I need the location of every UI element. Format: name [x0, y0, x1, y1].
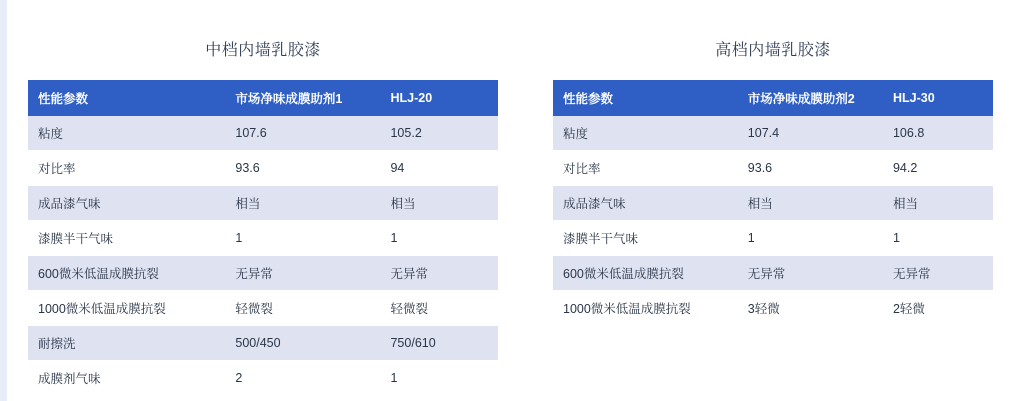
column-header-product: HLJ-20 [380, 80, 498, 116]
column-header-product: HLJ-30 [883, 80, 993, 116]
cell-product: 1 [380, 361, 498, 396]
cell-parameter: 成品漆气味 [28, 186, 225, 221]
cell-market-agent: 相当 [225, 186, 380, 221]
cell-parameter: 600微米低温成膜抗裂 [553, 256, 738, 291]
table-header-row [28, 80, 498, 116]
cell-parameter: 600微米低温成膜抗裂 [28, 256, 225, 291]
cell-product: 无异常 [883, 256, 993, 291]
table-body [553, 116, 993, 325]
cell-product: 相当 [883, 186, 993, 221]
cell-parameter: 1000微米低温成膜抗裂 [28, 291, 225, 326]
table-row [28, 361, 498, 396]
cell-parameter: 粘度 [553, 116, 738, 151]
cell-market-agent: 2 [225, 361, 380, 396]
left-accent-bar [0, 0, 7, 401]
cell-product: 105.2 [380, 116, 498, 151]
table-body [28, 116, 498, 395]
cell-market-agent: 93.6 [225, 151, 380, 186]
column-header-parameter: 性能参数 [553, 80, 738, 116]
cell-market-agent: 相当 [738, 186, 883, 221]
cell-market-agent: 1 [225, 221, 380, 256]
cell-market-agent: 500/450 [225, 326, 380, 361]
cell-product: 94.2 [883, 151, 993, 186]
performance-table-mid-grade [28, 80, 498, 395]
cell-product: 相当 [380, 186, 498, 221]
table-row [553, 256, 993, 291]
cell-product: 2轻微 [883, 291, 993, 326]
cell-market-agent: 轻微裂 [225, 291, 380, 326]
cell-parameter: 漆膜半干气味 [553, 221, 738, 256]
column-header-market-agent: 市场净味成膜助剂2 [738, 80, 883, 116]
table-row [28, 186, 498, 221]
cell-market-agent: 无异常 [225, 256, 380, 291]
column-header-parameter: 性能参数 [28, 80, 225, 116]
cell-parameter: 粘度 [28, 116, 225, 151]
cell-parameter: 漆膜半干气味 [28, 221, 225, 256]
cell-market-agent: 93.6 [738, 151, 883, 186]
table-row [553, 291, 993, 326]
page-title-high-grade: 高档内墙乳胶漆 [715, 42, 831, 59]
table-row [28, 221, 498, 256]
table-row [28, 116, 498, 151]
cell-product: 轻微裂 [380, 291, 498, 326]
table-panel-mid-grade [28, 40, 498, 395]
table-row [28, 291, 498, 326]
cell-parameter: 成膜剂气味 [28, 361, 225, 396]
table-row [553, 221, 993, 256]
table-row [28, 326, 498, 361]
performance-table-high-grade [553, 80, 993, 325]
cell-market-agent: 3轻微 [738, 291, 883, 326]
table-panel-high-grade [553, 40, 993, 325]
cell-product: 106.8 [883, 116, 993, 151]
cell-market-agent: 107.6 [225, 116, 380, 151]
cell-product: 1 [380, 221, 498, 256]
table-head [28, 80, 498, 116]
table-row [553, 151, 993, 186]
cell-product: 无异常 [380, 256, 498, 291]
page-title-mid-grade: 中档内墙乳胶漆 [205, 42, 321, 59]
cell-parameter: 对比率 [28, 151, 225, 186]
cell-parameter: 耐擦洗 [28, 326, 225, 361]
table-row [553, 186, 993, 221]
cell-product: 1 [883, 221, 993, 256]
cell-market-agent: 1 [738, 221, 883, 256]
cell-parameter: 1000微米低温成膜抗裂 [553, 291, 738, 326]
cell-parameter: 成品漆气味 [553, 186, 738, 221]
cell-product: 94 [380, 151, 498, 186]
table-head [553, 80, 993, 116]
table-row [28, 256, 498, 291]
table-header-row [553, 80, 993, 116]
cell-market-agent: 107.4 [738, 116, 883, 151]
table-row [28, 151, 498, 186]
cell-product: 750/610 [380, 326, 498, 361]
table-row [553, 116, 993, 151]
cell-market-agent: 无异常 [738, 256, 883, 291]
column-header-market-agent: 市场净味成膜助剂1 [225, 80, 380, 116]
cell-parameter: 对比率 [553, 151, 738, 186]
